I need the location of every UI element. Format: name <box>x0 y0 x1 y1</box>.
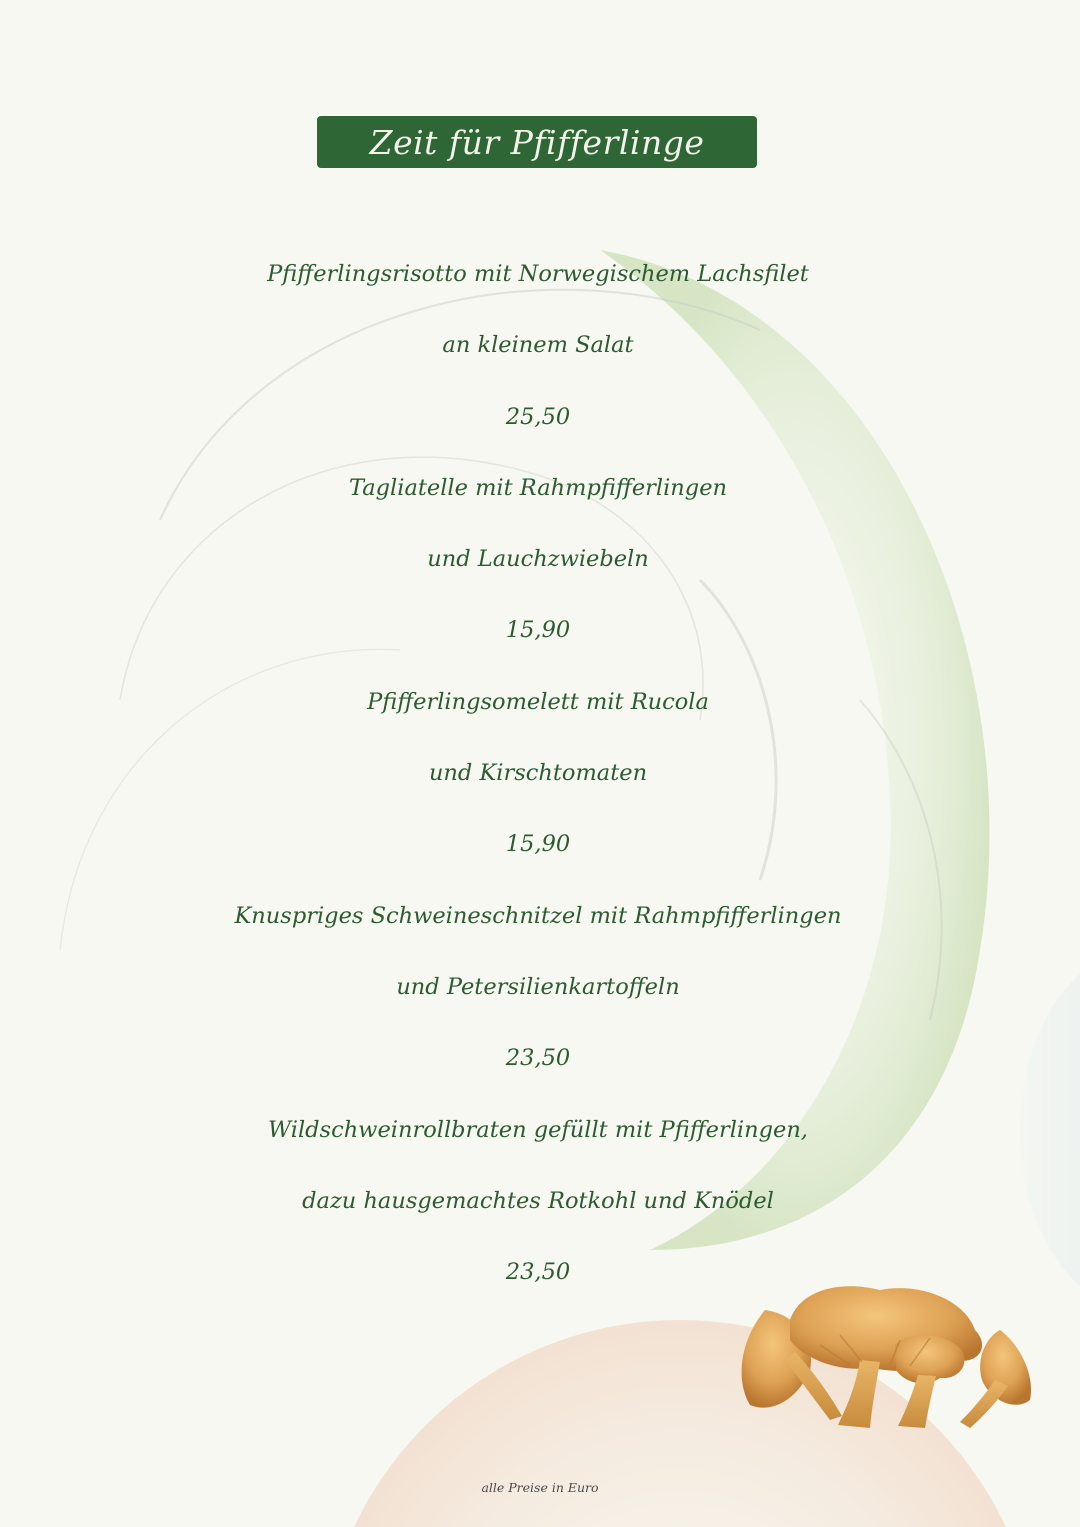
dish-name: Pfifferlingsomelett mit Rucola <box>367 688 709 715</box>
menu-item <box>0 1108 1076 1322</box>
dish-description: an kleinem Salat <box>442 332 634 359</box>
dish-price: 23,50 <box>505 1045 571 1072</box>
dish-description: und Petersilienkartoffeln <box>396 973 680 1000</box>
title-banner <box>317 116 757 168</box>
menu-item <box>0 894 1076 1108</box>
dish-price: 15,90 <box>505 831 571 858</box>
dish-name: Knuspriges Schweineschnitzel mit Rahmpfifferlingen <box>234 902 842 929</box>
dish-name: Wildschweinrollbraten gefüllt mit Pfifferlingen, <box>268 1116 808 1143</box>
menu-item <box>0 252 1076 466</box>
dish-price: 23,50 <box>505 1259 571 1286</box>
dish-price: 15,90 <box>505 617 571 644</box>
dish-description: und Kirschtomaten <box>428 760 648 787</box>
page-title: Zeit für Pfifferlinge <box>369 122 705 162</box>
dish-description: und Lauchzwiebeln <box>427 546 649 573</box>
menu-item <box>0 466 1076 680</box>
dish-name: Pfifferlingsrisotto mit Norwegischem Lachsfilet <box>267 261 809 287</box>
footer-note: alle Preise in Euro <box>481 1480 599 1495</box>
menu-item <box>0 680 1076 894</box>
dish-price: 25,50 <box>505 403 571 430</box>
dish-name: Tagliatelle mit Rahmpfifferlingen <box>348 474 728 501</box>
menu-list <box>0 252 1076 1321</box>
dish-description: dazu hausgemachtes Rotkohl und Knödel <box>302 1187 774 1214</box>
